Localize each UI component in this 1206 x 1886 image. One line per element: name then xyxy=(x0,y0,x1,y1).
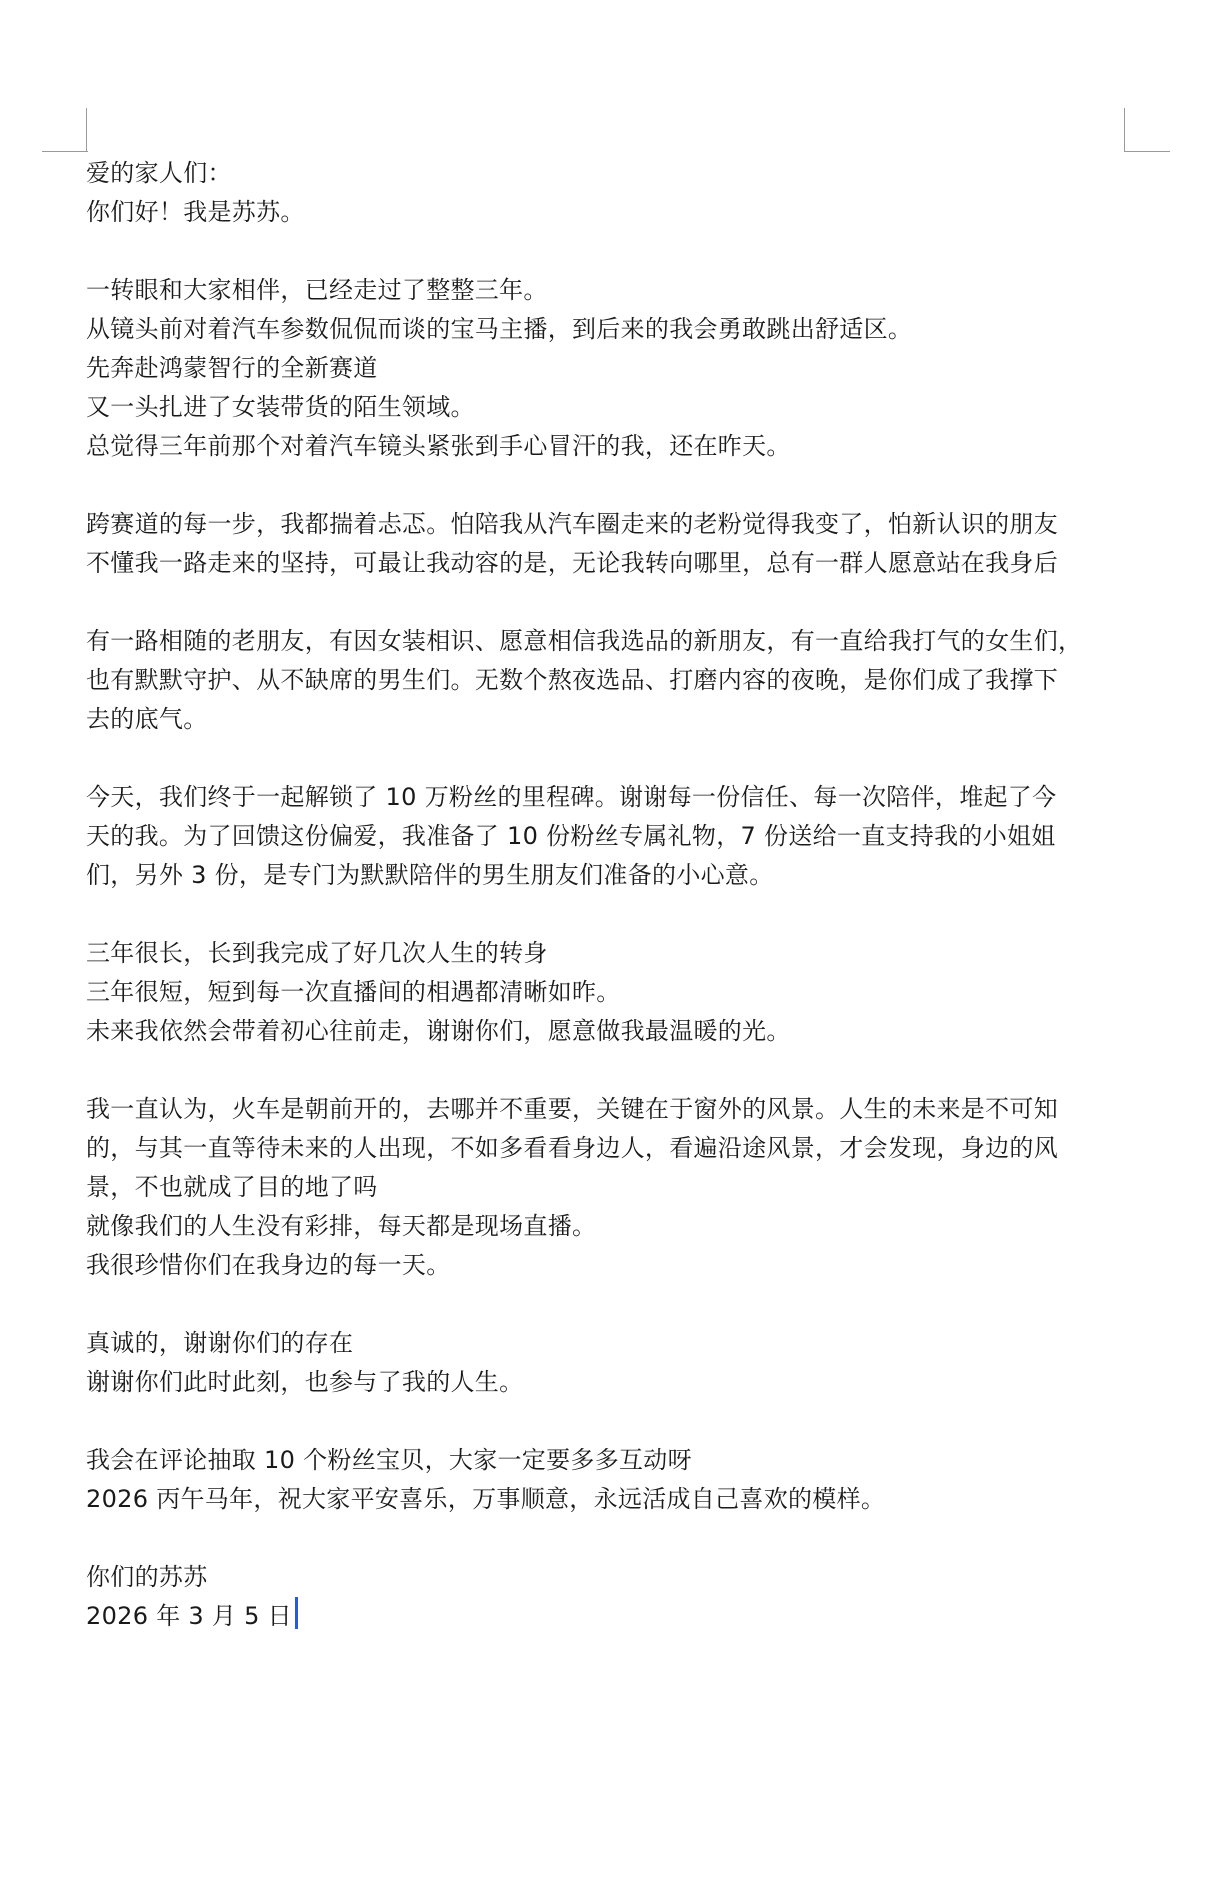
paragraph-line: 2026 丙午马年，祝大家平安喜乐，万事顺意，永远活成自己喜欢的模样。 xyxy=(86,1485,886,1513)
paragraph-line: 跨赛道的每一步，我都揣着忐忑。怕陪我从汽车圈走来的老粉觉得我变了，怕新认识的朋友 xyxy=(86,510,1058,538)
paragraph-line: 去的底气。 xyxy=(86,705,208,733)
paragraph-line: 又一头扎进了女装带货的陌生领域。 xyxy=(86,393,475,421)
blank-line xyxy=(86,1402,1130,1441)
blank-line xyxy=(86,1051,1130,1090)
paragraph-line: 的，与其一直等待未来的人出现，不如多看看身边人，看遍沿途风景，才会发现，身边的风 xyxy=(86,1134,1058,1162)
paragraph-line: 天的我。为了回馈这份偏爱，我准备了 10 份粉丝专属礼物，7 份送给一直支持我的小姐姐 xyxy=(86,822,1056,850)
document-body[interactable] xyxy=(86,154,1130,1636)
page-corner-mark-top-right xyxy=(1124,108,1125,152)
paragraph-line: 未来我依然会带着初心往前走，谢谢你们，愿意做我最温暖的光。 xyxy=(86,1017,791,1045)
paragraph-line: 我一直认为，火车是朝前开的，去哪并不重要，关键在于窗外的风景。人生的未来是不可知 xyxy=(86,1095,1058,1123)
paragraph-line: 们，另外 3 份，是专门为默默陪伴的男生朋友们准备的小心意。 xyxy=(86,861,774,889)
paragraph-line: 有一路相随的老朋友，有因女装相识、愿意相信我选品的新朋友，有一直给我打气的女生们， xyxy=(86,627,1083,655)
paragraph-line: 也有默默守护、从不缺席的男生们。无数个熬夜选品、打磨内容的夜晚，是你们成了我撑下 xyxy=(86,666,1058,694)
intro-line: 你们好！我是苏苏。 xyxy=(86,198,305,226)
date-text: 2026 年 3 月 5 日 xyxy=(86,1602,292,1630)
blank-line xyxy=(86,739,1130,778)
paragraph-line: 三年很短，短到每一次直播间的相遇都清晰如昨。 xyxy=(86,978,621,1006)
paragraph-line: 今天，我们终于一起解锁了 10 万粉丝的里程碑。谢谢每一份信任、每一次陪伴，堆起了今 xyxy=(86,783,1057,811)
paragraph-line: 真诚的，谢谢你们的存在 xyxy=(86,1329,354,1357)
paragraph-line: 景，不也就成了目的地了吗 xyxy=(86,1173,378,1201)
paragraph-line: 总觉得三年前那个对着汽车镜头紧张到手心冒汗的我，还在昨天。 xyxy=(86,432,791,460)
paragraph-line: 不懂我一路走来的坚持，可最让我动容的是，无论我转向哪里，总有一群人愿意站在我身后 xyxy=(86,549,1058,577)
greeting: 爱的家人们： xyxy=(86,159,232,187)
paragraph-line: 一转眼和大家相伴，已经走过了整整三年。 xyxy=(86,276,548,304)
blank-line xyxy=(86,232,1130,271)
paragraph-line: 先奔赴鸿蒙智行的全新赛道 xyxy=(86,354,378,382)
page-corner-mark-top-right xyxy=(1124,151,1170,152)
text-cursor xyxy=(295,1597,298,1629)
blank-line xyxy=(86,1519,1130,1558)
blank-line xyxy=(86,466,1130,505)
paragraph-line: 我会在评论抽取 10 个粉丝宝贝，大家一定要多多互动呀 xyxy=(86,1446,692,1474)
paragraph-line: 三年很长，长到我完成了好几次人生的转身 xyxy=(86,939,548,967)
paragraph-line: 我很珍惜你们在我身边的每一天。 xyxy=(86,1251,451,1279)
blank-line xyxy=(86,895,1130,934)
paragraph-line: 就像我们的人生没有彩排，每天都是现场直播。 xyxy=(86,1212,597,1240)
blank-line xyxy=(86,1285,1130,1324)
date-line xyxy=(86,1597,1130,1636)
signature: 你们的苏苏 xyxy=(86,1563,208,1591)
blank-line xyxy=(86,583,1130,622)
paragraph-line: 谢谢你们此时此刻，也参与了我的人生。 xyxy=(86,1368,524,1396)
page-corner-mark-top-left xyxy=(42,151,88,152)
paragraph-line: 从镜头前对着汽车参数侃侃而谈的宝马主播，到后来的我会勇敢跳出舒适区。 xyxy=(86,315,913,343)
page-corner-mark-top-left xyxy=(86,108,87,152)
